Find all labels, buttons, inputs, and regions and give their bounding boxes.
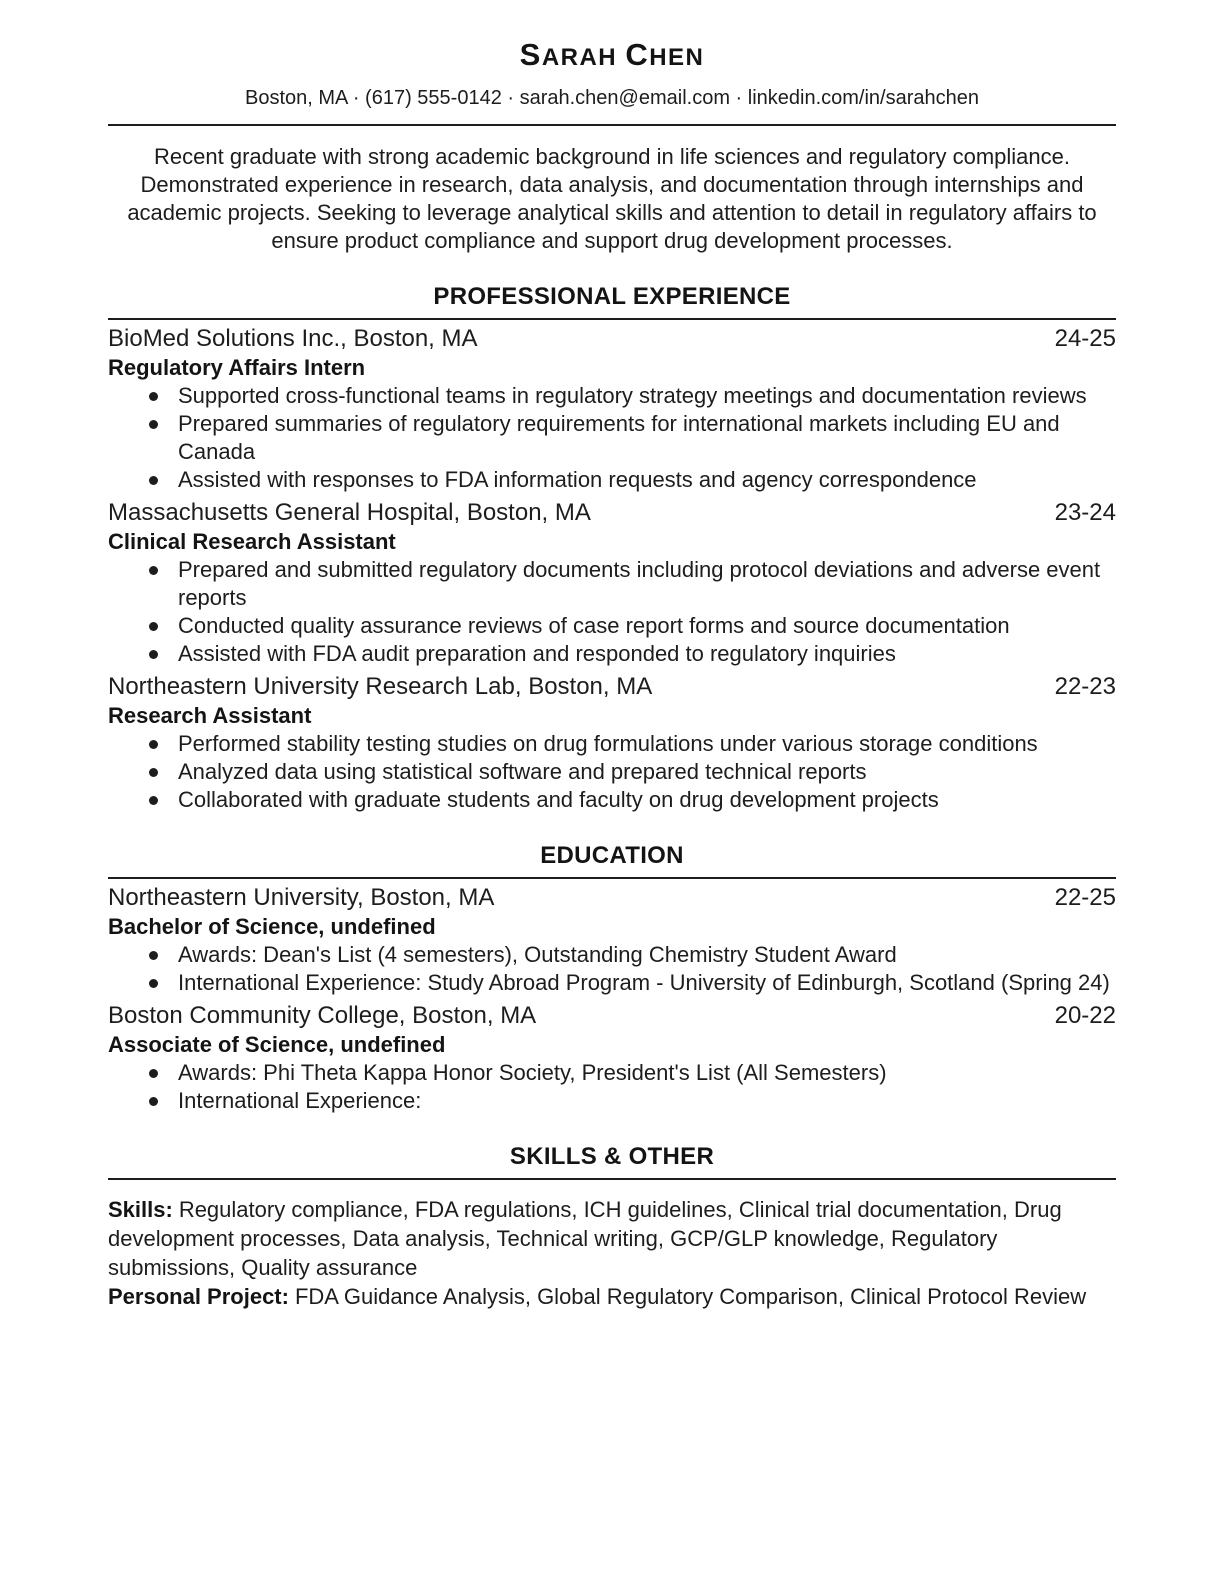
entry-dates: 22-23 [1054,673,1116,700]
entry-dates: 22-25 [1054,884,1116,911]
bullet-item: International Experience: [108,1087,1116,1115]
org-name: BioMed Solutions Inc., Boston, MA [108,325,478,352]
bullet-list [108,941,1116,997]
bullet-item: Awards: Phi Theta Kappa Honor Society, President's List (All Semesters) [108,1059,1116,1087]
experience-entry [108,323,1116,494]
skills-line [108,1195,1116,1282]
bullet-item: Analyzed data using statistical software and prepared technical reports [108,758,1116,786]
person-name: SARAH CHEN [519,37,705,72]
bullet-item: Prepared and submitted regulatory documents including protocol deviations and adverse event reports [108,556,1116,612]
section-skills [108,1143,1116,1311]
education-divider [108,877,1116,879]
entry-dates: 23-24 [1054,499,1116,526]
org-name: Northeastern University Research Lab, Boston, MA [108,673,653,700]
entry-dates: 24-25 [1054,325,1116,352]
bullet-item: Awards: Dean's List (4 semesters), Outstanding Chemistry Student Award [108,941,1116,969]
school-name: Northeastern University, Boston, MA [108,884,495,911]
section-experience [108,283,1116,814]
degree-title: Associate of Science, undefined [108,1032,446,1057]
section-education [108,842,1116,1115]
experience-entry [108,671,1116,814]
experience-divider [108,318,1116,320]
role-title: Clinical Research Assistant [108,529,396,554]
section-title-education: EDUCATION [540,842,684,869]
degree-title: Bachelor of Science, undefined [108,914,436,939]
org-row [108,497,1116,528]
education-entry [108,1000,1116,1115]
personal-project-text: FDA Guidance Analysis, Global Regulatory Comparison, Clinical Protocol Review [294,1284,1087,1309]
bullet-list [108,1059,1116,1115]
section-title-skills: SKILLS & OTHER [509,1143,715,1170]
org-row [108,323,1116,354]
bullet-list [108,382,1116,494]
skills-text: Regulatory compliance, FDA regulations, ICH guidelines, Clinical trial documentation, Drug development processes, Data analysis, Technical writing, GCP/GLP knowledge, Regulatory submissions, Quality assurance [108,1197,1062,1280]
role-title: Regulatory Affairs Intern [108,355,366,380]
resume-header [108,36,1116,111]
bullet-list [108,730,1116,814]
org-name: Massachusetts General Hospital, Boston, MA [108,499,591,526]
personal-project-line [108,1282,1116,1311]
bullet-item: Assisted with responses to FDA information requests and agency correspondence [108,466,1116,494]
org-row [108,882,1116,913]
entry-dates: 20-22 [1054,1002,1116,1029]
bullet-item: Assisted with FDA audit preparation and responded to regulatory inquiries [108,640,1116,668]
personal-project-label: Personal Project: [108,1284,289,1309]
bullet-item: International Experience: Study Abroad Program - University of Edinburgh, Scotland (Spring 24) [108,969,1116,997]
bullet-item: Prepared summaries of regulatory requirements for international markets including EU and Canada [108,410,1116,466]
org-row [108,671,1116,702]
section-title-experience: PROFESSIONAL EXPERIENCE [433,283,791,310]
experience-entry [108,497,1116,668]
school-name: Boston Community College, Boston, MA [108,1002,537,1029]
skills-body [108,1195,1116,1311]
bullet-item: Supported cross-functional teams in regulatory strategy meetings and documentation reviews [108,382,1116,410]
bullet-item: Conducted quality assurance reviews of case report forms and source documentation [108,612,1116,640]
bullet-list [108,556,1116,668]
education-entry [108,882,1116,997]
role-title: Research Assistant [108,703,312,728]
summary-paragraph: Recent graduate with strong academic background in life sciences and regulatory compliance. Demonstrated experience in research, data analysis, and documentation through internships and academic projects. Seeking to leverage analytical skills and attention to detail in regulatory affairs to ensure product compliance and support drug development processes. [127,144,1097,253]
bullet-item: Performed stability testing studies on drug formulations under various storage conditions [108,730,1116,758]
bullet-item: Collaborated with graduate students and faculty on drug development projects [108,786,1116,814]
skills-divider [108,1178,1116,1180]
header-divider [108,124,1116,126]
org-row [108,1000,1116,1031]
contact-line: Boston, MA · (617) 555-0142 · sarah.chen@email.com · linkedin.com/in/sarahchen [245,87,979,109]
skills-label: Skills: [108,1197,173,1222]
